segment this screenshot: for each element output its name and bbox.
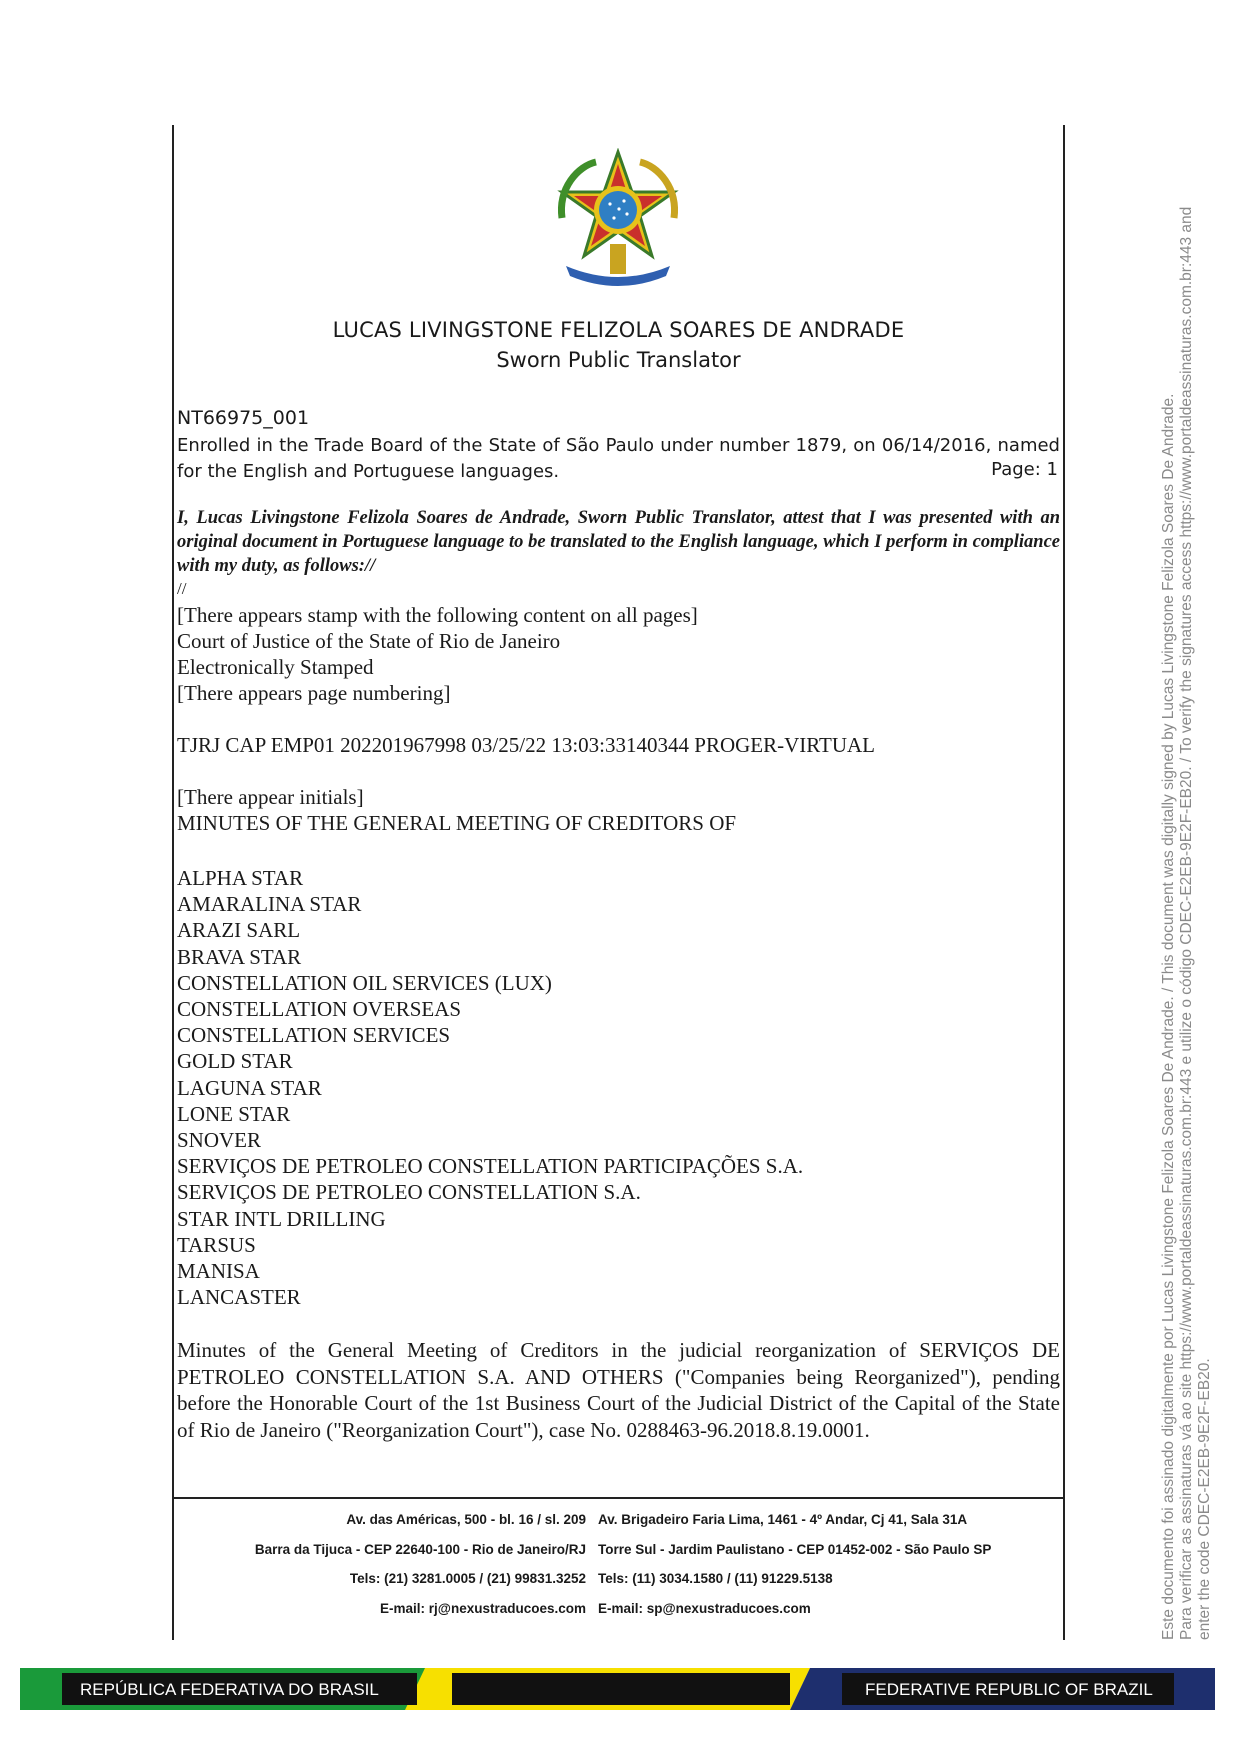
digital-signature-note [1160,80,1214,1640]
band-label-english: FEDERATIVE REPUBLIC OF BRAZIL [865,1680,1153,1699]
list-item: ALPHA STAR [177,866,304,890]
list-item: LANCASTER [177,1285,301,1310]
list-item: SERVIÇOS DE PETROLEO CONSTELLATION PARTICIPAÇÕES S.A. [177,1154,804,1179]
initials-note: [There appear initials] [177,785,364,809]
list-item: LAGUNA STAR [177,1075,322,1100]
list-item: AMARALINA STAR [177,892,362,917]
list-item: SERVIÇOS DE PETROLEO CONSTELLATION S.A. [177,1180,641,1205]
list-item: LONE STAR [177,1101,291,1126]
list-item: MANISA [177,1259,260,1284]
translator-role: Sworn Public Translator [496,348,741,372]
list-item: STAR INTL DRILLING [177,1206,386,1231]
sp-email-line: E-mail: sp@nexustraducoes.com [598,1600,811,1616]
company-list [177,865,803,1310]
sp-address-line: Av. Brigadeiro Faria Lima, 1461 - 4º Andar, Cj 41, Sala 31A [598,1512,968,1527]
stamp-note: [There appears stamp with the following content on all pages] [177,603,698,627]
minutes-title: MINUTES OF THE GENERAL MEETING OF CREDITORS OF [177,811,737,835]
list-item: CONSTELLATION OIL SERVICES (LUX) [177,970,552,995]
signature-line: enter the code CDEC-E2EB-9E2F-EB20. [1196,1358,1213,1640]
sp-address-line: Torre Sul - Jardim Paulistano - CEP 01452-002 - São Paulo SP [598,1541,992,1557]
band-label-portuguese: REPÚBLICA FEDERATIVA DO BRASIL [80,1680,379,1699]
list-item: SNOVER [177,1128,262,1153]
numbering-note: [There appears page numbering] [177,681,451,705]
rio-phone-line: Tels: (21) 3281.0005 / (21) 99831.3252 [349,1571,586,1586]
page-number: Page: 1 [991,459,1058,480]
list-item: ARAZI SARL [177,918,301,943]
list-item: TARSUS [177,1232,256,1257]
court-line: Court of Justice of the State of Rio de Janeiro [177,629,561,653]
rio-address-line: Barra da Tijuca - CEP 22640-100 - Rio de Janeiro/RJ [254,1541,586,1557]
list-item: CONSTELLATION OVERSEAS [177,997,462,1022]
sao-paulo-office-address [598,1505,991,1623]
brazil-coat-of-arms-icon [548,148,688,288]
sp-phone-line: Tels: (11) 3034.1580 / (11) 91229.5138 [598,1571,833,1586]
signature-line: Este documento foi assinado digitalmente por Lucas Livingstone Felizola Soares De Andrade. / This document was digitally signed by Lucas Livingstone Felizola Soares De Andrade. [1160,393,1177,1640]
signature-line: Para verificar as assinaturas vá ao site https://www.portaldeassinaturas.com.br:443 e utilize o código CDEC-E2EB-9E2F-EB20. / To verify the signatures access https://www.portaldeassinaturas.com.br:443 and [1178,206,1195,1640]
enrollment-statement: Enrolled in the Trade Board of the State of São Paulo under number 1879, on 06/14/2016, named for the English and Portuguese languages. [177,435,1060,482]
slashes-line: // [177,579,187,598]
translation-body [177,576,1060,836]
document-id: NT66975_001 [177,407,310,429]
rio-email-line: E-mail: rj@nexustraducoes.com [380,1600,586,1616]
page-frame-right [1063,125,1065,1640]
minutes-paragraph: Minutes of the General Meeting of Creditors in the judicial reorganization of SERVIÇOS DE PETROLEO CONSTELLATION S.A. AND OTHERS ("Companies being Reorganized"), pending before the Honorable Court of the 1st Business Court of the Judicial District of the Capital of the State of Rio de Janeiro ("Reorganization Court"), case No. 0288463-96.2018.8.19.0001. [177,1338,1060,1442]
list-item: CONSTELLATION SERVICES [177,1023,451,1048]
rio-address-line: Av. das Américas, 500 - bl. 16 / sl. 209 [346,1512,586,1527]
rio-office-address [255,1505,586,1623]
footer-divider [172,1497,1065,1499]
list-item: BRAVA STAR [177,944,302,969]
translator-name: LUCAS LIVINGSTONE FELIZOLA SOARES DE ANDRADE [332,318,905,342]
protocol-line: TJRJ CAP EMP01 202201967998 03/25/22 13:03:33140344 PROGER-VIRTUAL [177,733,876,757]
list-item: GOLD STAR [177,1049,293,1074]
attestation-paragraph: I, Lucas Livingstone Felizola Soares de Andrade, Sworn Public Translator, attest that I was presented with an original document in Portuguese language to be translated to the English language, which I perform in compliance with my duty, as follows:// [177,508,1060,576]
stamped-line: Electronically Stamped [177,655,374,679]
